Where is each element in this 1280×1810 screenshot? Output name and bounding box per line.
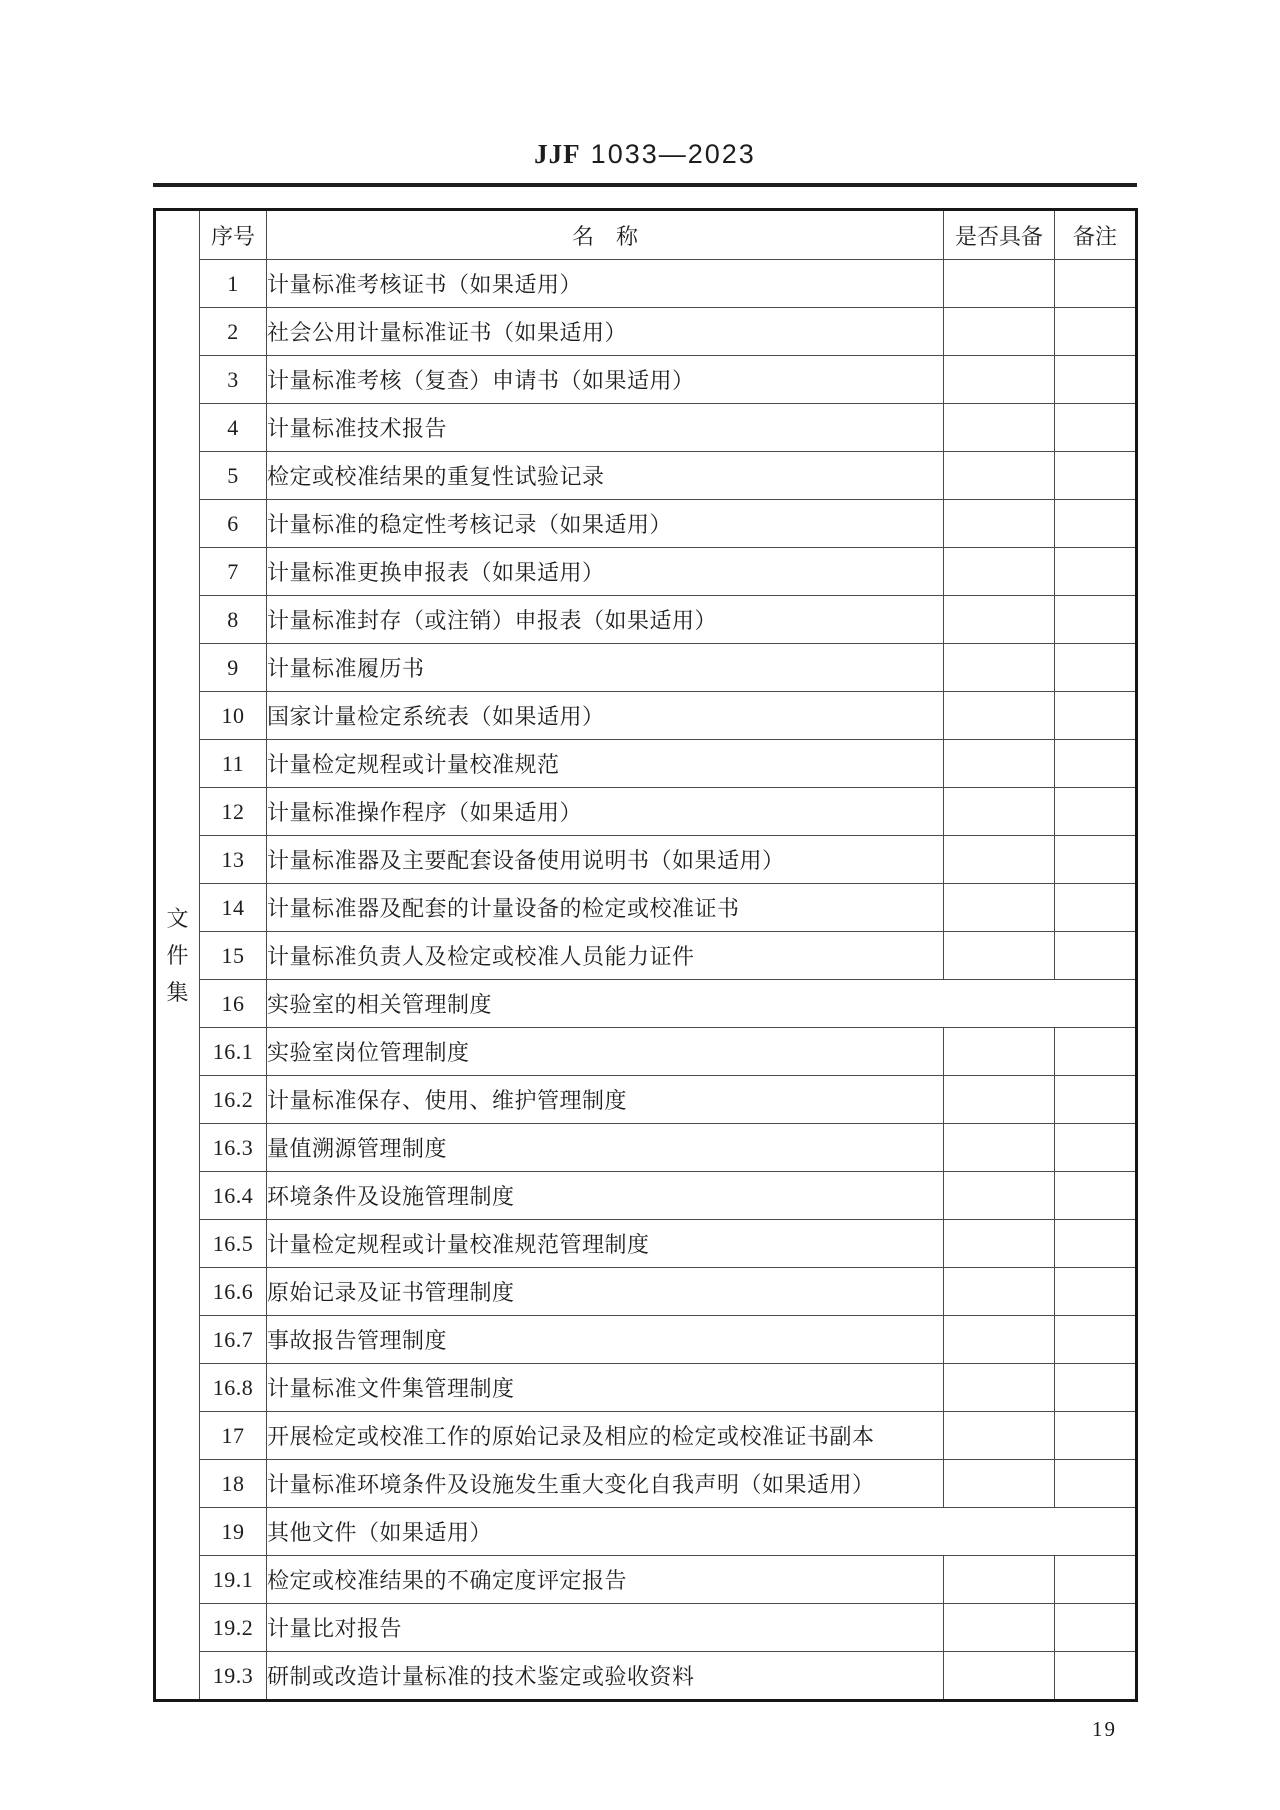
vertical-label-char: 集 bbox=[166, 979, 189, 1005]
row-name-cell: 计量标准技术报告 bbox=[267, 404, 944, 452]
table-row bbox=[155, 740, 1137, 788]
remark-cell bbox=[1055, 932, 1137, 980]
remark-cell bbox=[1055, 692, 1137, 740]
row-name-cell: 计量标准环境条件及设施发生重大变化自我声明（如果适用） bbox=[267, 1460, 944, 1508]
remark-cell bbox=[1055, 1652, 1137, 1701]
row-index-cell: 19.3 bbox=[200, 1652, 267, 1701]
remark-cell bbox=[1055, 1220, 1137, 1268]
table-row bbox=[155, 1508, 1137, 1556]
row-index-cell: 13 bbox=[200, 836, 267, 884]
row-index-cell: 16.6 bbox=[200, 1268, 267, 1316]
row-name-cell: 实验室岗位管理制度 bbox=[267, 1028, 944, 1076]
table-row bbox=[155, 932, 1137, 980]
table-row bbox=[155, 884, 1137, 932]
row-name-cell: 计量标准更换申报表（如果适用） bbox=[267, 548, 944, 596]
row-index-cell: 16.7 bbox=[200, 1316, 267, 1364]
table-row bbox=[155, 596, 1137, 644]
available-cell bbox=[944, 1220, 1055, 1268]
row-name-cell: 环境条件及设施管理制度 bbox=[267, 1172, 944, 1220]
remark-cell bbox=[1055, 788, 1137, 836]
remark-cell bbox=[1055, 260, 1137, 308]
table-row bbox=[155, 836, 1137, 884]
table-row bbox=[155, 644, 1137, 692]
row-name-cell: 原始记录及证书管理制度 bbox=[267, 1268, 944, 1316]
row-index-cell: 19.2 bbox=[200, 1604, 267, 1652]
table-header-row bbox=[155, 210, 1137, 260]
row-name-cell: 计量标准的稳定性考核记录（如果适用） bbox=[267, 500, 944, 548]
available-cell bbox=[944, 452, 1055, 500]
remark-cell bbox=[1055, 404, 1137, 452]
table-row bbox=[155, 356, 1137, 404]
row-name-cell: 计量标准保存、使用、维护管理制度 bbox=[267, 1076, 944, 1124]
available-cell bbox=[944, 1268, 1055, 1316]
remark-cell bbox=[1055, 1364, 1137, 1412]
available-cell bbox=[944, 500, 1055, 548]
available-cell bbox=[944, 692, 1055, 740]
table-row bbox=[155, 1124, 1137, 1172]
file-collection-vertical-label bbox=[155, 210, 200, 1701]
available-cell bbox=[944, 644, 1055, 692]
remark-cell bbox=[1055, 452, 1137, 500]
row-name-cell: 计量标准文件集管理制度 bbox=[267, 1364, 944, 1412]
row-index-cell: 6 bbox=[200, 500, 267, 548]
table-row bbox=[155, 1556, 1137, 1604]
row-name-cell: 计量标准操作程序（如果适用） bbox=[267, 788, 944, 836]
available-cell bbox=[944, 1124, 1055, 1172]
table-row bbox=[155, 1604, 1137, 1652]
available-cell bbox=[944, 788, 1055, 836]
row-name-cell: 计量检定规程或计量校准规范管理制度 bbox=[267, 1220, 944, 1268]
doc-code-prefix: JJF bbox=[534, 139, 581, 169]
available-cell bbox=[944, 356, 1055, 404]
page-title bbox=[153, 138, 1137, 170]
remark-cell bbox=[1055, 1076, 1137, 1124]
remark-cell bbox=[1055, 1028, 1137, 1076]
row-index-cell: 3 bbox=[200, 356, 267, 404]
table-row bbox=[155, 1460, 1137, 1508]
remark-cell bbox=[1055, 644, 1137, 692]
table-row bbox=[155, 404, 1137, 452]
row-index-cell: 12 bbox=[200, 788, 267, 836]
row-name-cell: 计量标准考核（复查）申请书（如果适用） bbox=[267, 356, 944, 404]
remark-cell bbox=[1055, 1412, 1137, 1460]
remark-cell bbox=[1055, 356, 1137, 404]
table-row bbox=[155, 548, 1137, 596]
row-name-cell: 计量标准封存（或注销）申报表（如果适用） bbox=[267, 596, 944, 644]
available-cell bbox=[944, 884, 1055, 932]
remark-cell bbox=[1055, 884, 1137, 932]
remark-cell bbox=[1055, 1556, 1137, 1604]
row-name-cell: 计量标准器及主要配套设备使用说明书（如果适用） bbox=[267, 836, 944, 884]
row-index-cell: 16.8 bbox=[200, 1364, 267, 1412]
row-name-cell: 研制或改造计量标准的技术鉴定或验收资料 bbox=[267, 1652, 944, 1701]
row-index-cell: 16.1 bbox=[200, 1028, 267, 1076]
row-name-cell: 开展检定或校准工作的原始记录及相应的检定或校准证书副本 bbox=[267, 1412, 944, 1460]
vertical-label-char: 文 bbox=[166, 905, 189, 931]
table-row bbox=[155, 1364, 1137, 1412]
row-index-cell: 8 bbox=[200, 596, 267, 644]
row-index-cell: 11 bbox=[200, 740, 267, 788]
row-index-cell: 14 bbox=[200, 884, 267, 932]
row-name-cell: 计量标准负责人及检定或校准人员能力证件 bbox=[267, 932, 944, 980]
row-name-cell: 检定或校准结果的不确定度评定报告 bbox=[267, 1556, 944, 1604]
available-cell bbox=[944, 1460, 1055, 1508]
available-cell bbox=[944, 1412, 1055, 1460]
available-cell bbox=[944, 1172, 1055, 1220]
row-name-cell: 量值溯源管理制度 bbox=[267, 1124, 944, 1172]
remark-cell bbox=[1055, 308, 1137, 356]
row-name-cell: 社会公用计量标准证书（如果适用） bbox=[267, 308, 944, 356]
column-header-remark: 备注 bbox=[1055, 210, 1137, 260]
remark-cell bbox=[1055, 1460, 1137, 1508]
row-index-cell: 1 bbox=[200, 260, 267, 308]
table-row bbox=[155, 452, 1137, 500]
table-row bbox=[155, 308, 1137, 356]
row-index-cell: 17 bbox=[200, 1412, 267, 1460]
row-index-cell: 7 bbox=[200, 548, 267, 596]
table-row bbox=[155, 1412, 1137, 1460]
available-cell bbox=[944, 308, 1055, 356]
row-name-cell: 实验室的相关管理制度 bbox=[267, 980, 1137, 1028]
available-cell bbox=[944, 260, 1055, 308]
row-index-cell: 16.2 bbox=[200, 1076, 267, 1124]
row-index-cell: 2 bbox=[200, 308, 267, 356]
row-index-cell: 16.4 bbox=[200, 1172, 267, 1220]
row-index-cell: 18 bbox=[200, 1460, 267, 1508]
row-index-cell: 15 bbox=[200, 932, 267, 980]
table-row bbox=[155, 1172, 1137, 1220]
available-cell bbox=[944, 404, 1055, 452]
available-cell bbox=[944, 1604, 1055, 1652]
table-row bbox=[155, 980, 1137, 1028]
header-rule bbox=[153, 183, 1137, 187]
remark-cell bbox=[1055, 1172, 1137, 1220]
row-name-cell: 其他文件（如果适用） bbox=[267, 1508, 1137, 1556]
vertical-label-char: 件 bbox=[166, 942, 189, 968]
row-index-cell: 19 bbox=[200, 1508, 267, 1556]
available-cell bbox=[944, 596, 1055, 644]
row-name-cell: 计量标准考核证书（如果适用） bbox=[267, 260, 944, 308]
remark-cell bbox=[1055, 548, 1137, 596]
row-name-cell: 检定或校准结果的重复性试验记录 bbox=[267, 452, 944, 500]
row-name-cell: 计量标准履历书 bbox=[267, 644, 944, 692]
row-name-cell: 事故报告管理制度 bbox=[267, 1316, 944, 1364]
table-row bbox=[155, 1652, 1137, 1701]
table-row bbox=[155, 1028, 1137, 1076]
row-index-cell: 19.1 bbox=[200, 1556, 267, 1604]
row-index-cell: 16.5 bbox=[200, 1220, 267, 1268]
remark-cell bbox=[1055, 1604, 1137, 1652]
remark-cell bbox=[1055, 500, 1137, 548]
available-cell bbox=[944, 1028, 1055, 1076]
available-cell bbox=[944, 740, 1055, 788]
row-name-cell: 国家计量检定系统表（如果适用） bbox=[267, 692, 944, 740]
table-row bbox=[155, 260, 1137, 308]
row-index-cell: 16 bbox=[200, 980, 267, 1028]
table-row bbox=[155, 1316, 1137, 1364]
remark-cell bbox=[1055, 836, 1137, 884]
available-cell bbox=[944, 932, 1055, 980]
available-cell bbox=[944, 1364, 1055, 1412]
column-header-name: 名 称 bbox=[267, 210, 944, 260]
row-index-cell: 5 bbox=[200, 452, 267, 500]
table-row bbox=[155, 1220, 1137, 1268]
available-cell bbox=[944, 1316, 1055, 1364]
checklist-table-body bbox=[155, 210, 1137, 1701]
remark-cell bbox=[1055, 596, 1137, 644]
remark-cell bbox=[1055, 1316, 1137, 1364]
table-row bbox=[155, 788, 1137, 836]
page-content bbox=[153, 0, 1137, 1742]
available-cell bbox=[944, 1076, 1055, 1124]
document-checklist-table bbox=[153, 208, 1138, 1702]
row-index-cell: 16.3 bbox=[200, 1124, 267, 1172]
row-name-cell: 计量标准器及配套的计量设备的检定或校准证书 bbox=[267, 884, 944, 932]
available-cell bbox=[944, 1652, 1055, 1701]
column-header-index: 序号 bbox=[200, 210, 267, 260]
row-name-cell: 计量检定规程或计量校准规范 bbox=[267, 740, 944, 788]
row-name-cell: 计量比对报告 bbox=[267, 1604, 944, 1652]
row-index-cell: 9 bbox=[200, 644, 267, 692]
table-row bbox=[155, 1076, 1137, 1124]
available-cell bbox=[944, 1556, 1055, 1604]
available-cell bbox=[944, 548, 1055, 596]
doc-code-number: 1033—2023 bbox=[590, 139, 756, 169]
row-index-cell: 4 bbox=[200, 404, 267, 452]
page-number: 19 bbox=[1092, 1717, 1117, 1741]
column-header-available: 是否具备 bbox=[944, 210, 1055, 260]
table-row bbox=[155, 692, 1137, 740]
table-row bbox=[155, 500, 1137, 548]
available-cell bbox=[944, 836, 1055, 884]
remark-cell bbox=[1055, 1124, 1137, 1172]
remark-cell bbox=[1055, 1268, 1137, 1316]
table-row bbox=[155, 1268, 1137, 1316]
remark-cell bbox=[1055, 740, 1137, 788]
row-index-cell: 10 bbox=[200, 692, 267, 740]
